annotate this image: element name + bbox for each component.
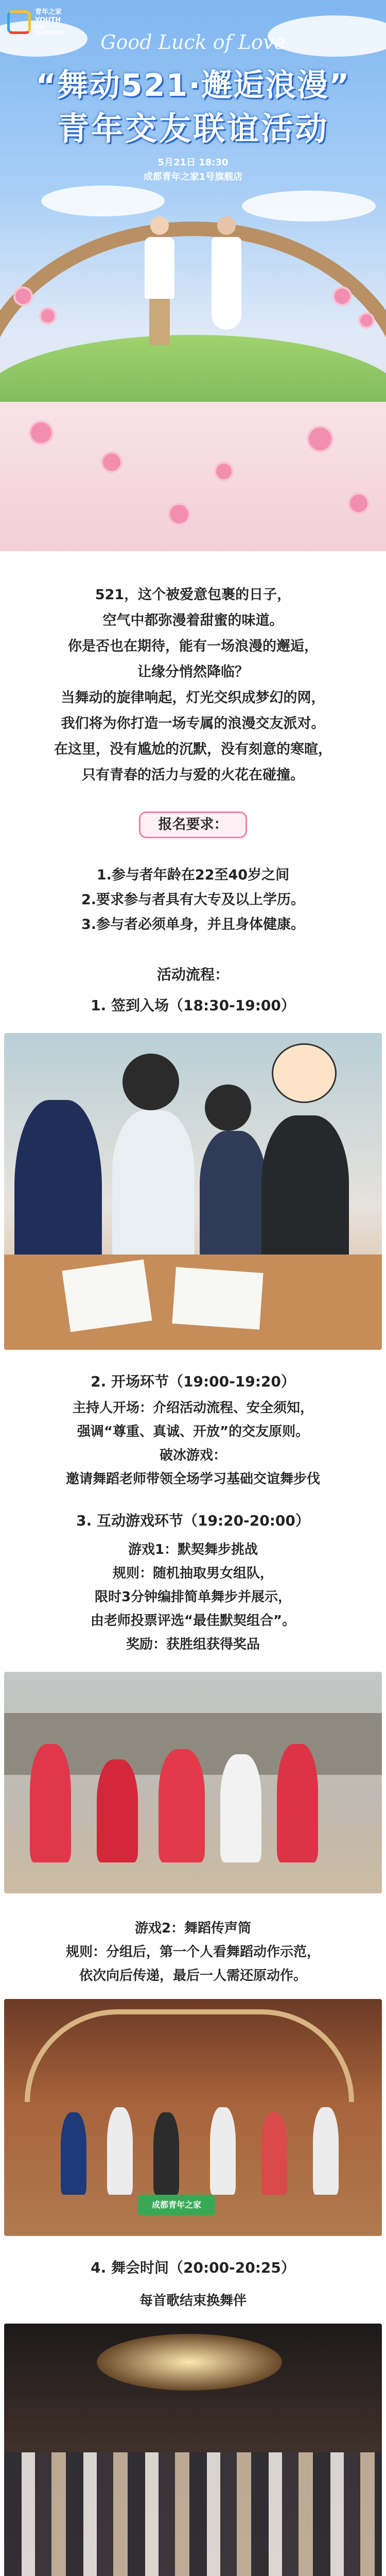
desc-line: 主持人开场：介绍活动流程、安全须知， <box>72 1400 313 1416</box>
person-figure <box>277 1744 318 1862</box>
requirements-badge: 报名要求： <box>139 811 247 838</box>
cat-sticker <box>272 1043 337 1103</box>
person-figure <box>313 2107 339 2195</box>
requirement-item: 2.要求参与者具有大专及以上学历。 <box>81 892 305 908</box>
step-4-title: 4. 舞会时间（20:00-20:25） <box>91 2259 295 2276</box>
intro-line: 在这里，没有尴尬的沉默，没有刻意的寒暄， <box>54 741 332 757</box>
person-figure <box>200 1131 267 1265</box>
couple-man <box>142 216 178 350</box>
logo-en: YOUTH <box>35 16 61 24</box>
intro-line: 空气中都弥漫着甜蜜的味道。 <box>102 613 284 629</box>
flower-icon <box>216 464 232 479</box>
person-head <box>122 1054 179 1110</box>
chandelier-icon <box>97 2334 282 2391</box>
hall-arch <box>25 2009 354 2102</box>
desc-line: 奖励：获胜组获得奖品 <box>126 1637 260 1652</box>
ball-photo <box>4 2324 382 2576</box>
person-figure <box>159 1749 205 1862</box>
intro-line: 521，这个被爱意包裹的日子， <box>95 587 291 603</box>
step-3-title: 3. 互动游戏环节（19:20-20:00） <box>76 1512 310 1529</box>
event-date: 5月21日 18:30 <box>157 157 229 168</box>
game-2-desc <box>0 1917 386 1988</box>
hero-banner <box>0 0 386 551</box>
desc-line: 邀请舞蹈老师带领全场学习基础交谊舞步伐 <box>65 1471 320 1487</box>
desc-line: 规则：分组后，第一个人看舞蹈动作示范， <box>65 1944 320 1960</box>
flower-icon <box>15 289 31 304</box>
logo-en: ON <box>35 25 44 30</box>
flower-icon <box>335 289 350 304</box>
person-figure <box>30 1744 71 1862</box>
person-figure <box>61 2112 86 2195</box>
step-1-title: 1. 签到入场（18:30-19:00） <box>91 997 295 1014</box>
person-figure <box>210 2107 236 2195</box>
person-head <box>205 1084 251 1131</box>
person-figure <box>153 2112 179 2195</box>
step-2-desc <box>0 1396 386 1491</box>
flower-icon <box>360 314 373 327</box>
person-figure <box>220 1754 261 1862</box>
flower-icon <box>350 495 367 512</box>
signin-photo <box>4 1033 382 1350</box>
step-4-desc: 每首歌结束换舞伴 <box>139 2293 247 2309</box>
intro-line: 你是否也在期待，能有一场浪漫的邂逅， <box>68 638 318 654</box>
desc-line: 由老师投票评选“最佳默契组合”。 <box>90 1613 296 1629</box>
desc-line: 游戏2：舞蹈传声筒 <box>134 1921 252 1936</box>
logo-cn: 青年之家 <box>35 8 62 16</box>
logo-en: CHENGDU <box>35 30 64 36</box>
desc-line: 依次向后传递，最后一人需还原动作。 <box>79 1968 307 1984</box>
flower-icon <box>41 309 55 323</box>
game-1-desc <box>0 1538 386 1656</box>
desc-line: 限时3分钟编排简单舞步并展示， <box>94 1589 292 1605</box>
sign-in-sheet <box>172 1267 263 1330</box>
intro-line: 只有青春的活力与爱的火花在碰撞。 <box>82 767 304 783</box>
desc-line: 强调“尊重、真诚、开放”的交友原则。 <box>77 1424 309 1439</box>
flower-icon <box>170 505 188 523</box>
page-title: “舞动521·邂逅浪漫” <box>36 67 350 104</box>
dance-challenge-photo <box>4 1672 382 1893</box>
intro-line: 让缘分悄然降临？ <box>137 664 249 680</box>
person-figure <box>97 1759 138 1862</box>
person-figure <box>112 1110 195 1265</box>
person-figure <box>261 2112 287 2195</box>
flow-title: 活动流程： <box>156 966 229 983</box>
event-info <box>0 156 386 184</box>
desc-line: 游戏1：默契舞步挑战 <box>128 1542 258 1557</box>
venue-sign: 成都青年之家 <box>138 2195 215 2215</box>
sign-in-sheet <box>62 1259 152 1332</box>
script-title: Good Luck of Love <box>100 31 286 54</box>
flower-icon <box>309 428 331 450</box>
desc-line: 规则：随机抽取男女组队， <box>112 1566 273 1581</box>
cloud-shape <box>41 185 165 216</box>
event-venue: 成都青年之家1号旗舰店 <box>143 172 243 182</box>
requirement-item: 3.参与者必须单身，并且身体健康。 <box>81 917 305 933</box>
flower-field <box>0 402 386 551</box>
requirements-list <box>0 863 386 937</box>
page-subtitle: 青年交友联谊活动 <box>57 110 329 147</box>
intro-text <box>0 582 386 788</box>
flower-icon <box>31 422 51 443</box>
couple-woman <box>208 216 244 350</box>
desc-line: 破冰游戏： <box>159 1448 226 1463</box>
requirement-item: 1.参与者年龄在22至40岁之间 <box>96 867 290 883</box>
person-figure <box>107 2107 133 2195</box>
crowd <box>4 2452 382 2576</box>
intro-line: 我们将为你打造一场专属的浪漫交友派对。 <box>61 716 325 732</box>
flower-icon <box>103 453 120 471</box>
dance-hall-photo <box>4 1999 382 2236</box>
step-2-title: 2. 开场环节（19:00-19:20） <box>91 1373 295 1390</box>
intro-line: 当舞动的旋律响起，灯光交织成梦幻的网， <box>61 690 325 706</box>
cloud-shape <box>242 191 376 222</box>
